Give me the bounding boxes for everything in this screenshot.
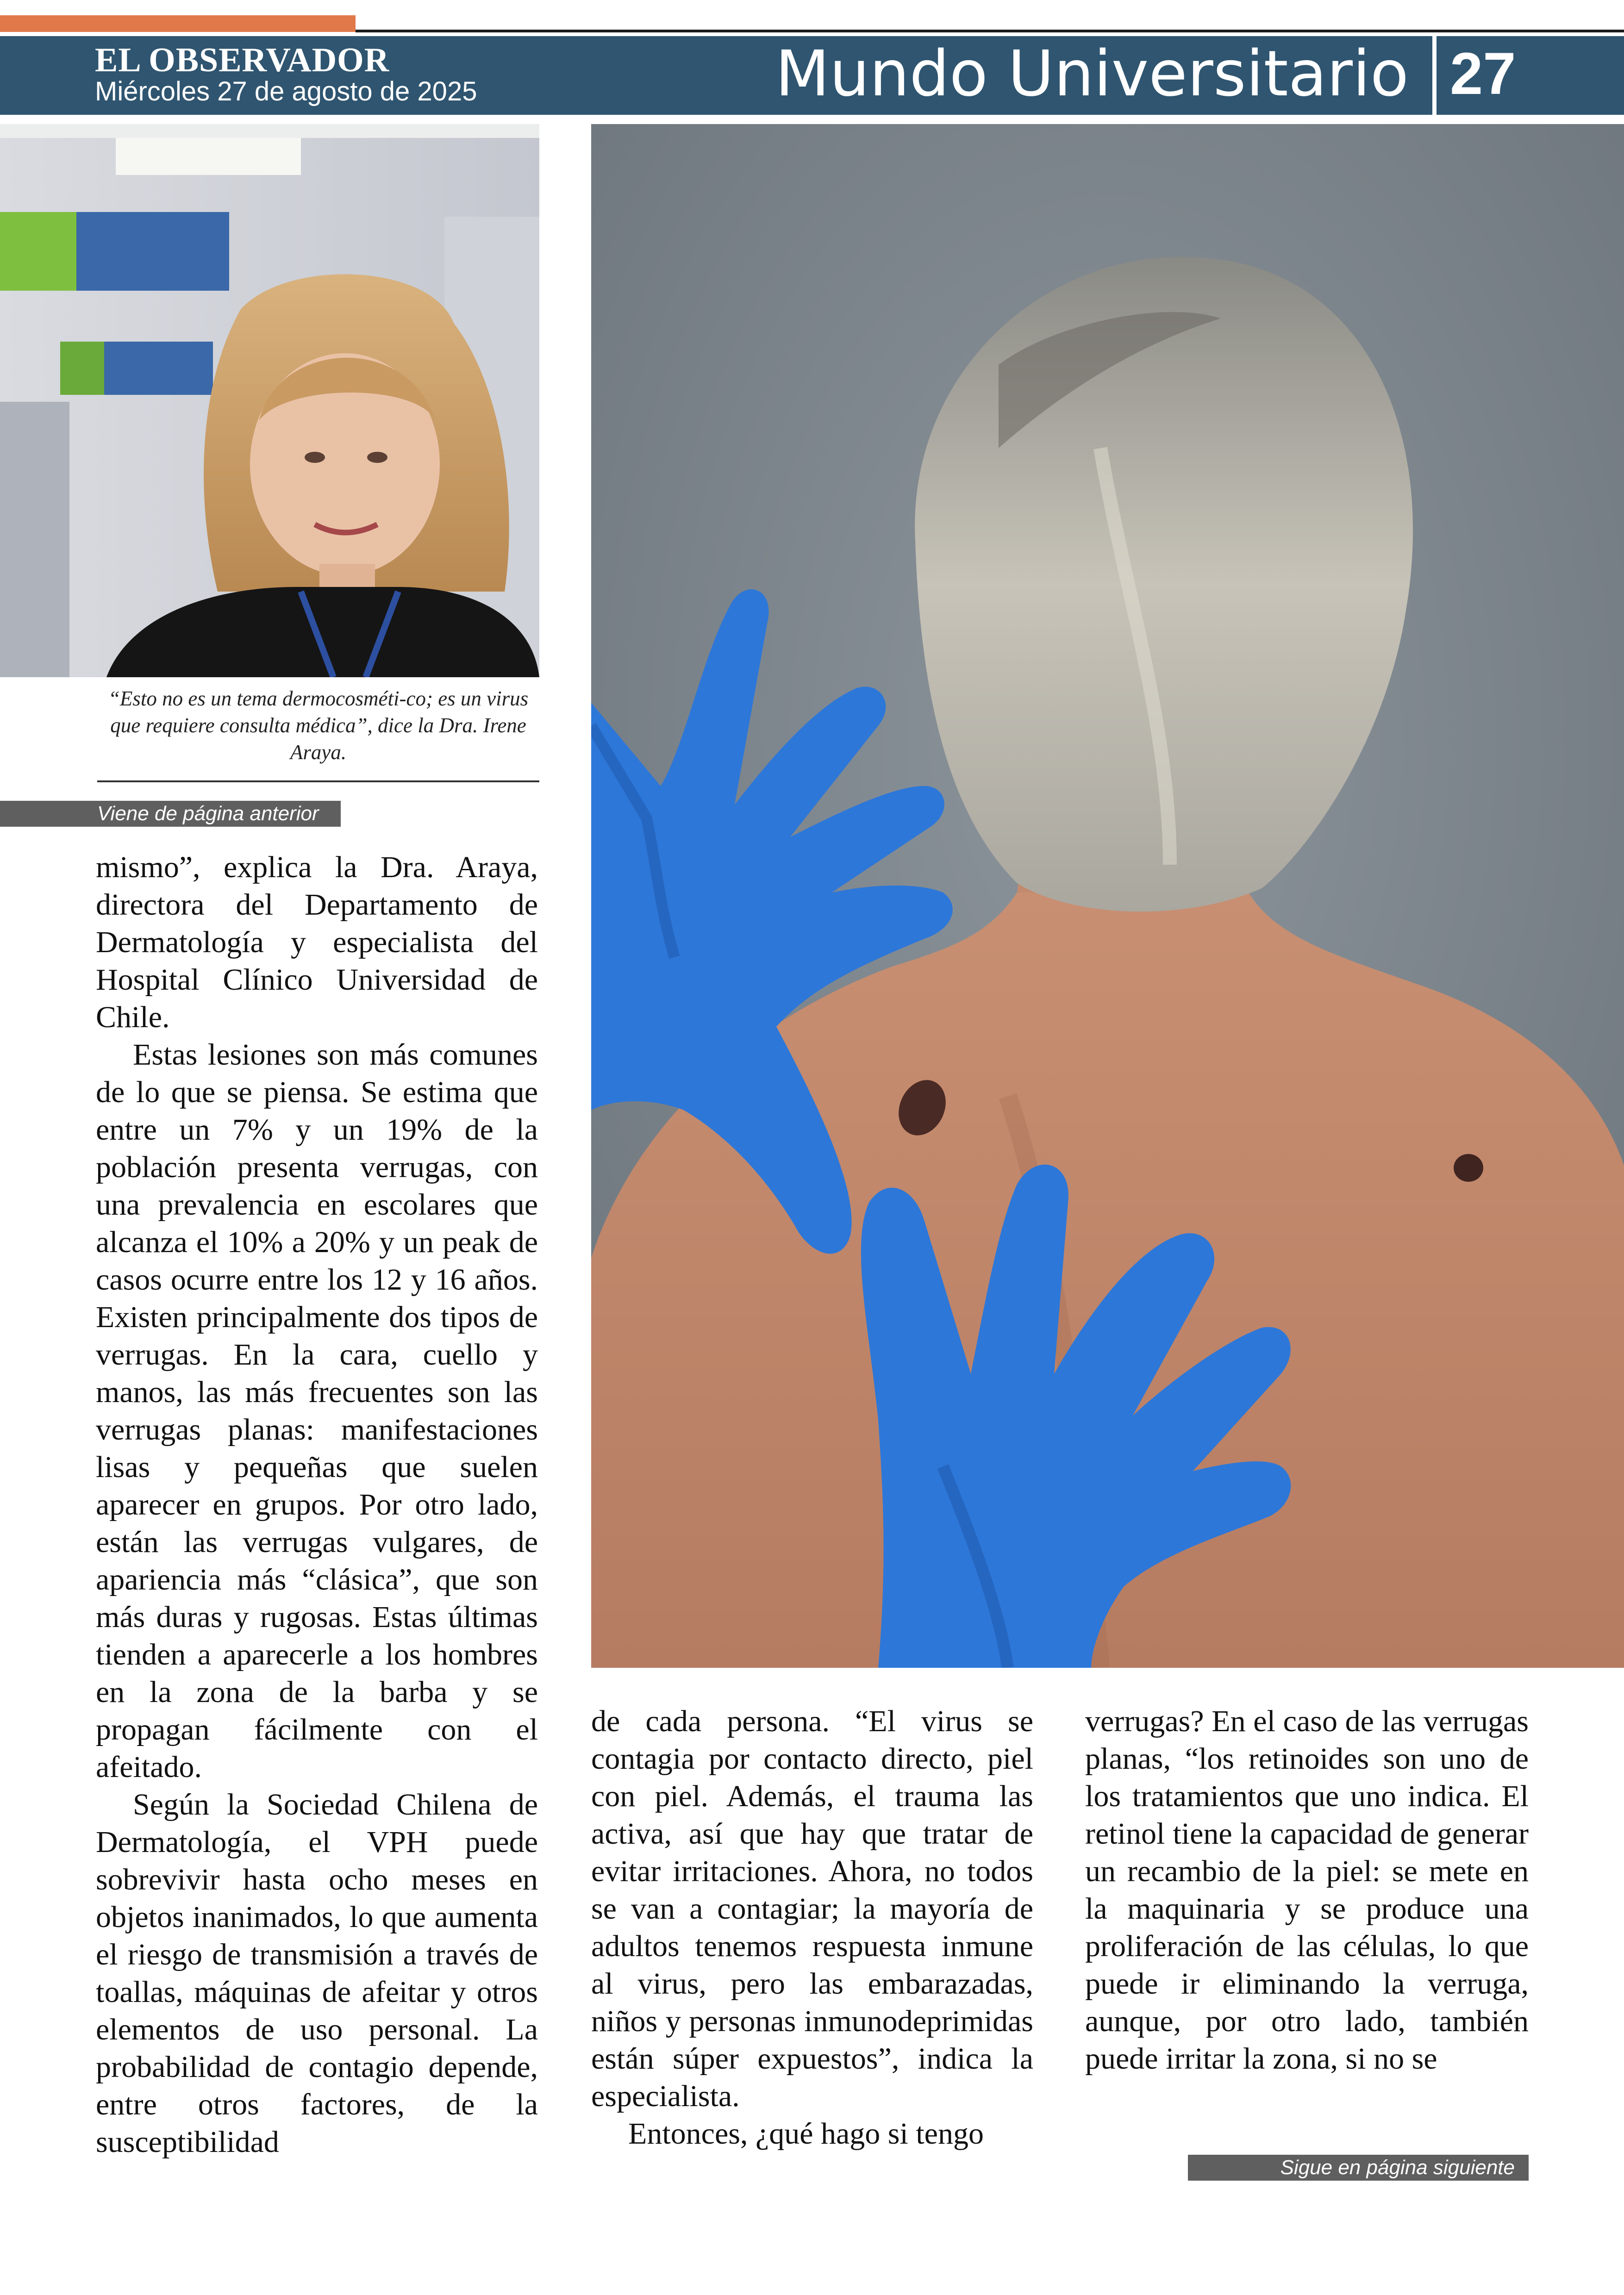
continued-from-label: Viene de página anterior (0, 801, 341, 827)
article-paragraph: Entonces, ¿qué hago si tengo (628, 2117, 984, 2151)
article-paragraph: verrugas? En el caso de las verrugas planas, “los retinoides son uno de los tratamientos que uno indica. El retinol tiene la capacidad de generar un recambio de la piel: se mete en la maquinaria y se produce una proliferación de las células, lo que puede ir eliminando la verruga, aunque, por otro lado, también puede irritar la zona, si no se (1085, 1704, 1529, 2076)
photo-caption: “Esto no es un tema dermocosméti-co; es un virus que requiere consulta médica”, dice la Dra. Irene Araya. (108, 687, 529, 764)
article-paragraph: mismo”, explica la Dra. Araya, directora del Departamento de Dermatología y especialista del Hospital Clínico Universidad de Chile. (96, 850, 538, 1034)
dermatology-exam-photo (591, 124, 1624, 1668)
page-number: 27 (1450, 41, 1516, 107)
section-title: Mundo Universitario (775, 37, 1409, 111)
caption-divider (97, 780, 539, 782)
article-paragraph: de cada persona. “El virus se contagia por contacto directo, piel con piel. Además, el trauma las activa, así que hay que tratar de evitar irritaciones. Ahora, no todos se van a contagiar; la mayoría de adultos tenemos respuesta inmune al virus, pero las embarazadas, niños y personas inmunodeprimidas están súper expuestos”, indica la especialista. (591, 1704, 1033, 2113)
newspaper-name: EL OBSERVADOR (95, 41, 390, 79)
article-paragraph: Según la Sociedad Chilena de Dermatología, el VPH puede sobrevivir hasta ocho meses en objetos inanimados, lo que aumenta el riesgo de transmisión a través de toallas, máquinas de afeitar y otros elementos de uso personal. La probabilidad de contagio depende, entre otros factores, de la susceptibilidad (96, 1788, 538, 2159)
article-column-1 (96, 848, 538, 2161)
continued-to-label: Sigue en página siguiente (1188, 2155, 1529, 2181)
portrait-photo (0, 124, 539, 677)
article-paragraph: Estas lesiones son más comunes de lo que se piensa. Se estima que entre un 7% y un 19% de la población presenta verrugas, con una prevalencia en escolares que alcanza el 10% a 20% y un peak de casos ocurre entre los 12 y 16 años. Existen principalmente dos tipos de verrugas. En la cara, cuello y manos, las más frecuentes son las verrugas planas: manifestaciones lisas y pequeñas que suelen aparecer en grupos. Por otro lado, están las verrugas vulgares, de apariencia más “clásica”, que son más duras y rugosas. Estas últimas tienden a aparecerle a los hombres en la zona de la barba y se propagan fácilmente con el afeitado. (96, 1038, 538, 1784)
article-column-3 (1085, 1703, 1529, 2077)
article-column-2 (591, 1703, 1033, 2152)
header-accent-bar (0, 15, 356, 32)
header-top-rule (356, 30, 1624, 32)
issue-date: Miércoles 27 de agosto de 2025 (95, 76, 477, 106)
header-divider (1432, 36, 1437, 115)
